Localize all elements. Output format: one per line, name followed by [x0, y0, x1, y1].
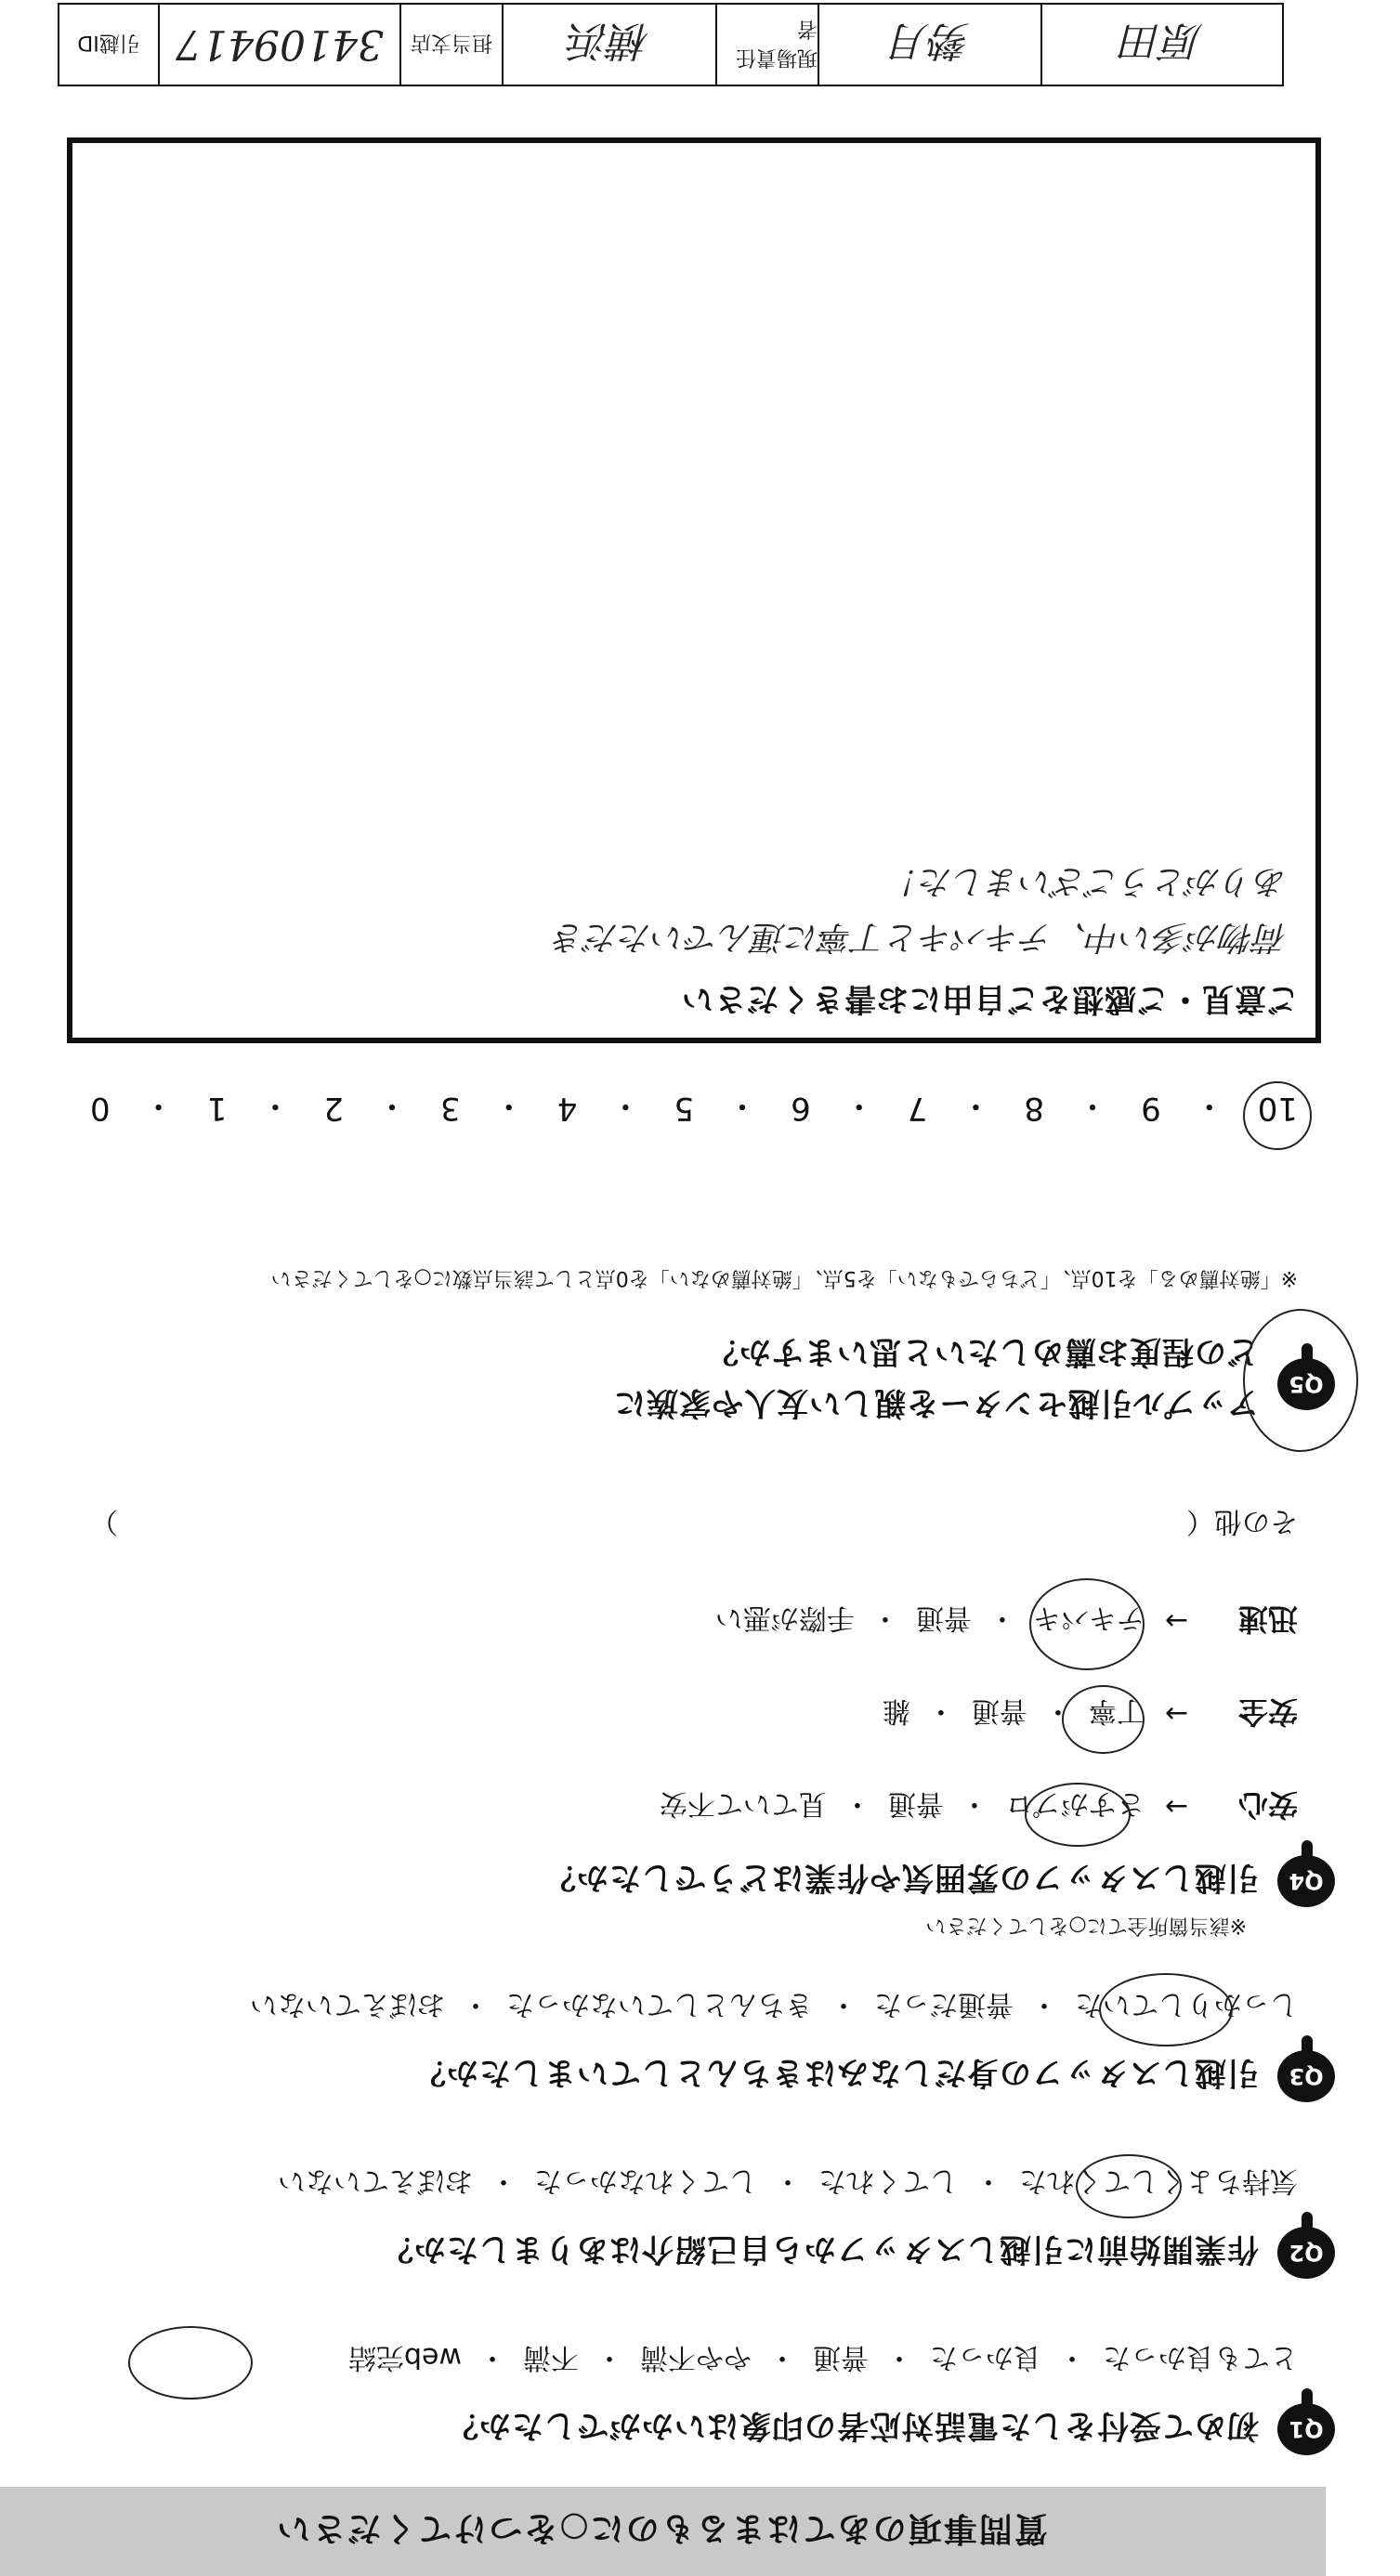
q3-option[interactable]: 普通だった — [874, 1988, 1014, 2020]
q2-text: 作業開始前に引越しスタッフから自己紹介はありましたか？ — [381, 2230, 1259, 2269]
q5-score[interactable]: 5 — [674, 1090, 695, 1128]
q1-badge-label: Q1 — [1289, 2416, 1324, 2442]
question-1 — [446, 2403, 1335, 2455]
q2-option[interactable]: してくれなかった — [534, 2164, 757, 2197]
q2-options: 気持ちよくしてくれた ・ してくれた ・ してくれなかった ・ おぼえていない — [278, 2164, 1298, 2204]
q1-option[interactable]: 良かった — [930, 2341, 1041, 2373]
question-2 — [381, 2227, 1335, 2279]
q4-option[interactable]: さすがプロ — [1004, 1787, 1145, 1820]
comment-title: ご意見・ご感想をご自由にお書きください — [681, 980, 1299, 1017]
q5-badge-label: Q5 — [1289, 1371, 1324, 1397]
move-id-label: 引越ID — [77, 31, 140, 55]
q1-option[interactable]: やや不満 — [640, 2341, 752, 2373]
q5-score[interactable]: 0 — [90, 1090, 111, 1128]
q2-option[interactable]: してくれた — [818, 2164, 958, 2197]
q2-badge-label: Q2 — [1289, 2240, 1324, 2266]
branch-value: 横浜 — [569, 17, 650, 64]
q5-score[interactable]: 9 — [1141, 1090, 1161, 1128]
q5-score[interactable]: 3 — [440, 1090, 461, 1128]
branch-value-cell — [502, 5, 715, 85]
q1-option[interactable]: 不満 — [523, 2341, 579, 2373]
q5-scale: 10 ・ 9 ・ 8 ・ 7 ・ 6 ・ 5 ・ 4 ・ 3 ・ 2 ・ 1 ・ 0 — [90, 1087, 1298, 1128]
question-3 — [413, 2050, 1335, 2102]
q1-badge — [1277, 2403, 1335, 2455]
q5-score[interactable]: 1 — [206, 1090, 228, 1128]
office-use-table — [58, 3, 1284, 86]
q4-category: 安心 — [1237, 1787, 1298, 1823]
q5-score[interactable]: 8 — [1024, 1090, 1045, 1128]
q4-option[interactable]: 普通 — [887, 1787, 944, 1820]
comment-line-2: ありがとうございました！ — [885, 862, 1288, 900]
manager-label: 現場責任者 — [735, 17, 818, 69]
q4-other-label: その他（ — [1186, 1505, 1298, 1537]
instructions-banner — [0, 2487, 1326, 2576]
q3-options: しっかりしていた ・ 普通だった ・ きちんとしていなかった ・ おぼえていない — [250, 1987, 1298, 2028]
q4-option[interactable]: テキパキ — [1032, 1602, 1145, 1634]
branch-label: 担当支店 — [411, 31, 493, 55]
q3-option[interactable]: きちんとしていなかった — [506, 1988, 813, 2020]
manager-value: 勢月 — [889, 17, 971, 64]
q3-option[interactable]: しっかりしていた — [1075, 1988, 1298, 2020]
question-5 — [613, 1332, 1335, 1429]
q3-badge-label: Q3 — [1289, 2063, 1324, 2089]
q4-note: ※該当箇所全てに○をしてください — [925, 1914, 1247, 1937]
q5-score[interactable]: 10 — [1257, 1090, 1298, 1128]
q5-score[interactable]: 6 — [791, 1090, 811, 1128]
q4-row-jinsoku: 迅速 → テキパキ ・ 普通 ・ 手際が悪い — [715, 1600, 1298, 1642]
q4-text: 引越しスタッフの雰囲気や作業はどうでしたか？ — [543, 1859, 1259, 1897]
q4-category: 安全 — [1237, 1694, 1298, 1730]
q1-option[interactable]: とても良かった — [1103, 2341, 1298, 2373]
q5-text-block — [613, 1332, 1259, 1429]
q5-score[interactable]: 2 — [323, 1090, 344, 1128]
q5-text-line2: どの程度お薦めしたいと思いますか？ — [706, 1333, 1259, 1370]
q4-option[interactable]: 丁寧 — [1088, 1694, 1145, 1727]
q4-row-anzen: 安全 → 丁寧 ・ 普通 ・ 雑 — [883, 1693, 1298, 1735]
q4-row-anshin: 安心 → さすがプロ ・ 普通 ・ 見ていて不安 — [660, 1785, 1298, 1828]
q2-badge — [1277, 2227, 1335, 2279]
q5-text-line1: アップル引越センターを親しい友人や家族に — [613, 1384, 1259, 1421]
q2-option[interactable]: 気持ちよくしてくれた — [1019, 2164, 1298, 2197]
move-id-value-cell — [158, 5, 399, 85]
q5-note: ※「絶対薦める」を10点、「どちらでもない」を5点、「絶対薦めない」を0点として該当点数に○をしてください — [270, 1266, 1298, 1289]
q5-badge — [1277, 1358, 1335, 1410]
handwritten-extra — [1040, 5, 1282, 85]
move-id-label-cell — [59, 5, 158, 85]
move-id-value: 34109417 — [176, 20, 384, 69]
q4-badge-label: Q4 — [1289, 1868, 1324, 1894]
q4-other — [90, 1504, 1298, 1545]
instructions-text: 質問事項のあてはまるものに○をつけてください — [275, 2509, 1048, 2548]
q1-text: 初めて受付をした電話対応者の印象はいかがでしたか？ — [446, 2407, 1259, 2445]
manager-value-cell — [818, 5, 1040, 85]
q3-text: 引越しスタッフの身だしなみはきちんとしていましたか？ — [413, 2054, 1259, 2092]
branch-label-cell — [399, 5, 502, 85]
comment-box[interactable] — [67, 137, 1321, 1043]
q4-option[interactable]: 手際が悪い — [714, 1602, 855, 1634]
q5-score[interactable]: 4 — [556, 1090, 578, 1128]
q4-option[interactable]: 雑 — [882, 1694, 910, 1727]
q4-category: 迅速 — [1237, 1602, 1298, 1637]
q4-other-close: ） — [90, 1505, 118, 1537]
q4-option[interactable]: 普通 — [971, 1694, 1027, 1727]
manager-label-cell — [715, 5, 818, 85]
question-4 — [543, 1855, 1335, 1907]
q1-selection-circle — [128, 2326, 253, 2399]
q5-score[interactable]: 7 — [907, 1090, 928, 1128]
q2-option[interactable]: おぼえていない — [278, 2164, 473, 2197]
handwritten-extra-value: 原田 — [1121, 17, 1203, 64]
q4-badge — [1277, 1855, 1335, 1907]
q4-option[interactable]: 普通 — [915, 1602, 972, 1634]
q3-option[interactable]: おぼえていない — [250, 1988, 445, 2020]
comment-line-1: 荷物が多い中、テキパキと丁寧に運んでいただき — [551, 918, 1288, 956]
q1-option[interactable]: web完結 — [347, 2341, 462, 2373]
q1-options: とても良かった ・ 良かった ・ 普通 ・ やや不満 ・ 不満 ・ web完結 — [348, 2340, 1298, 2381]
q3-badge — [1277, 2050, 1335, 2102]
q1-option[interactable]: 普通 — [813, 2341, 869, 2373]
q4-option[interactable]: 見ていて不安 — [659, 1787, 827, 1820]
